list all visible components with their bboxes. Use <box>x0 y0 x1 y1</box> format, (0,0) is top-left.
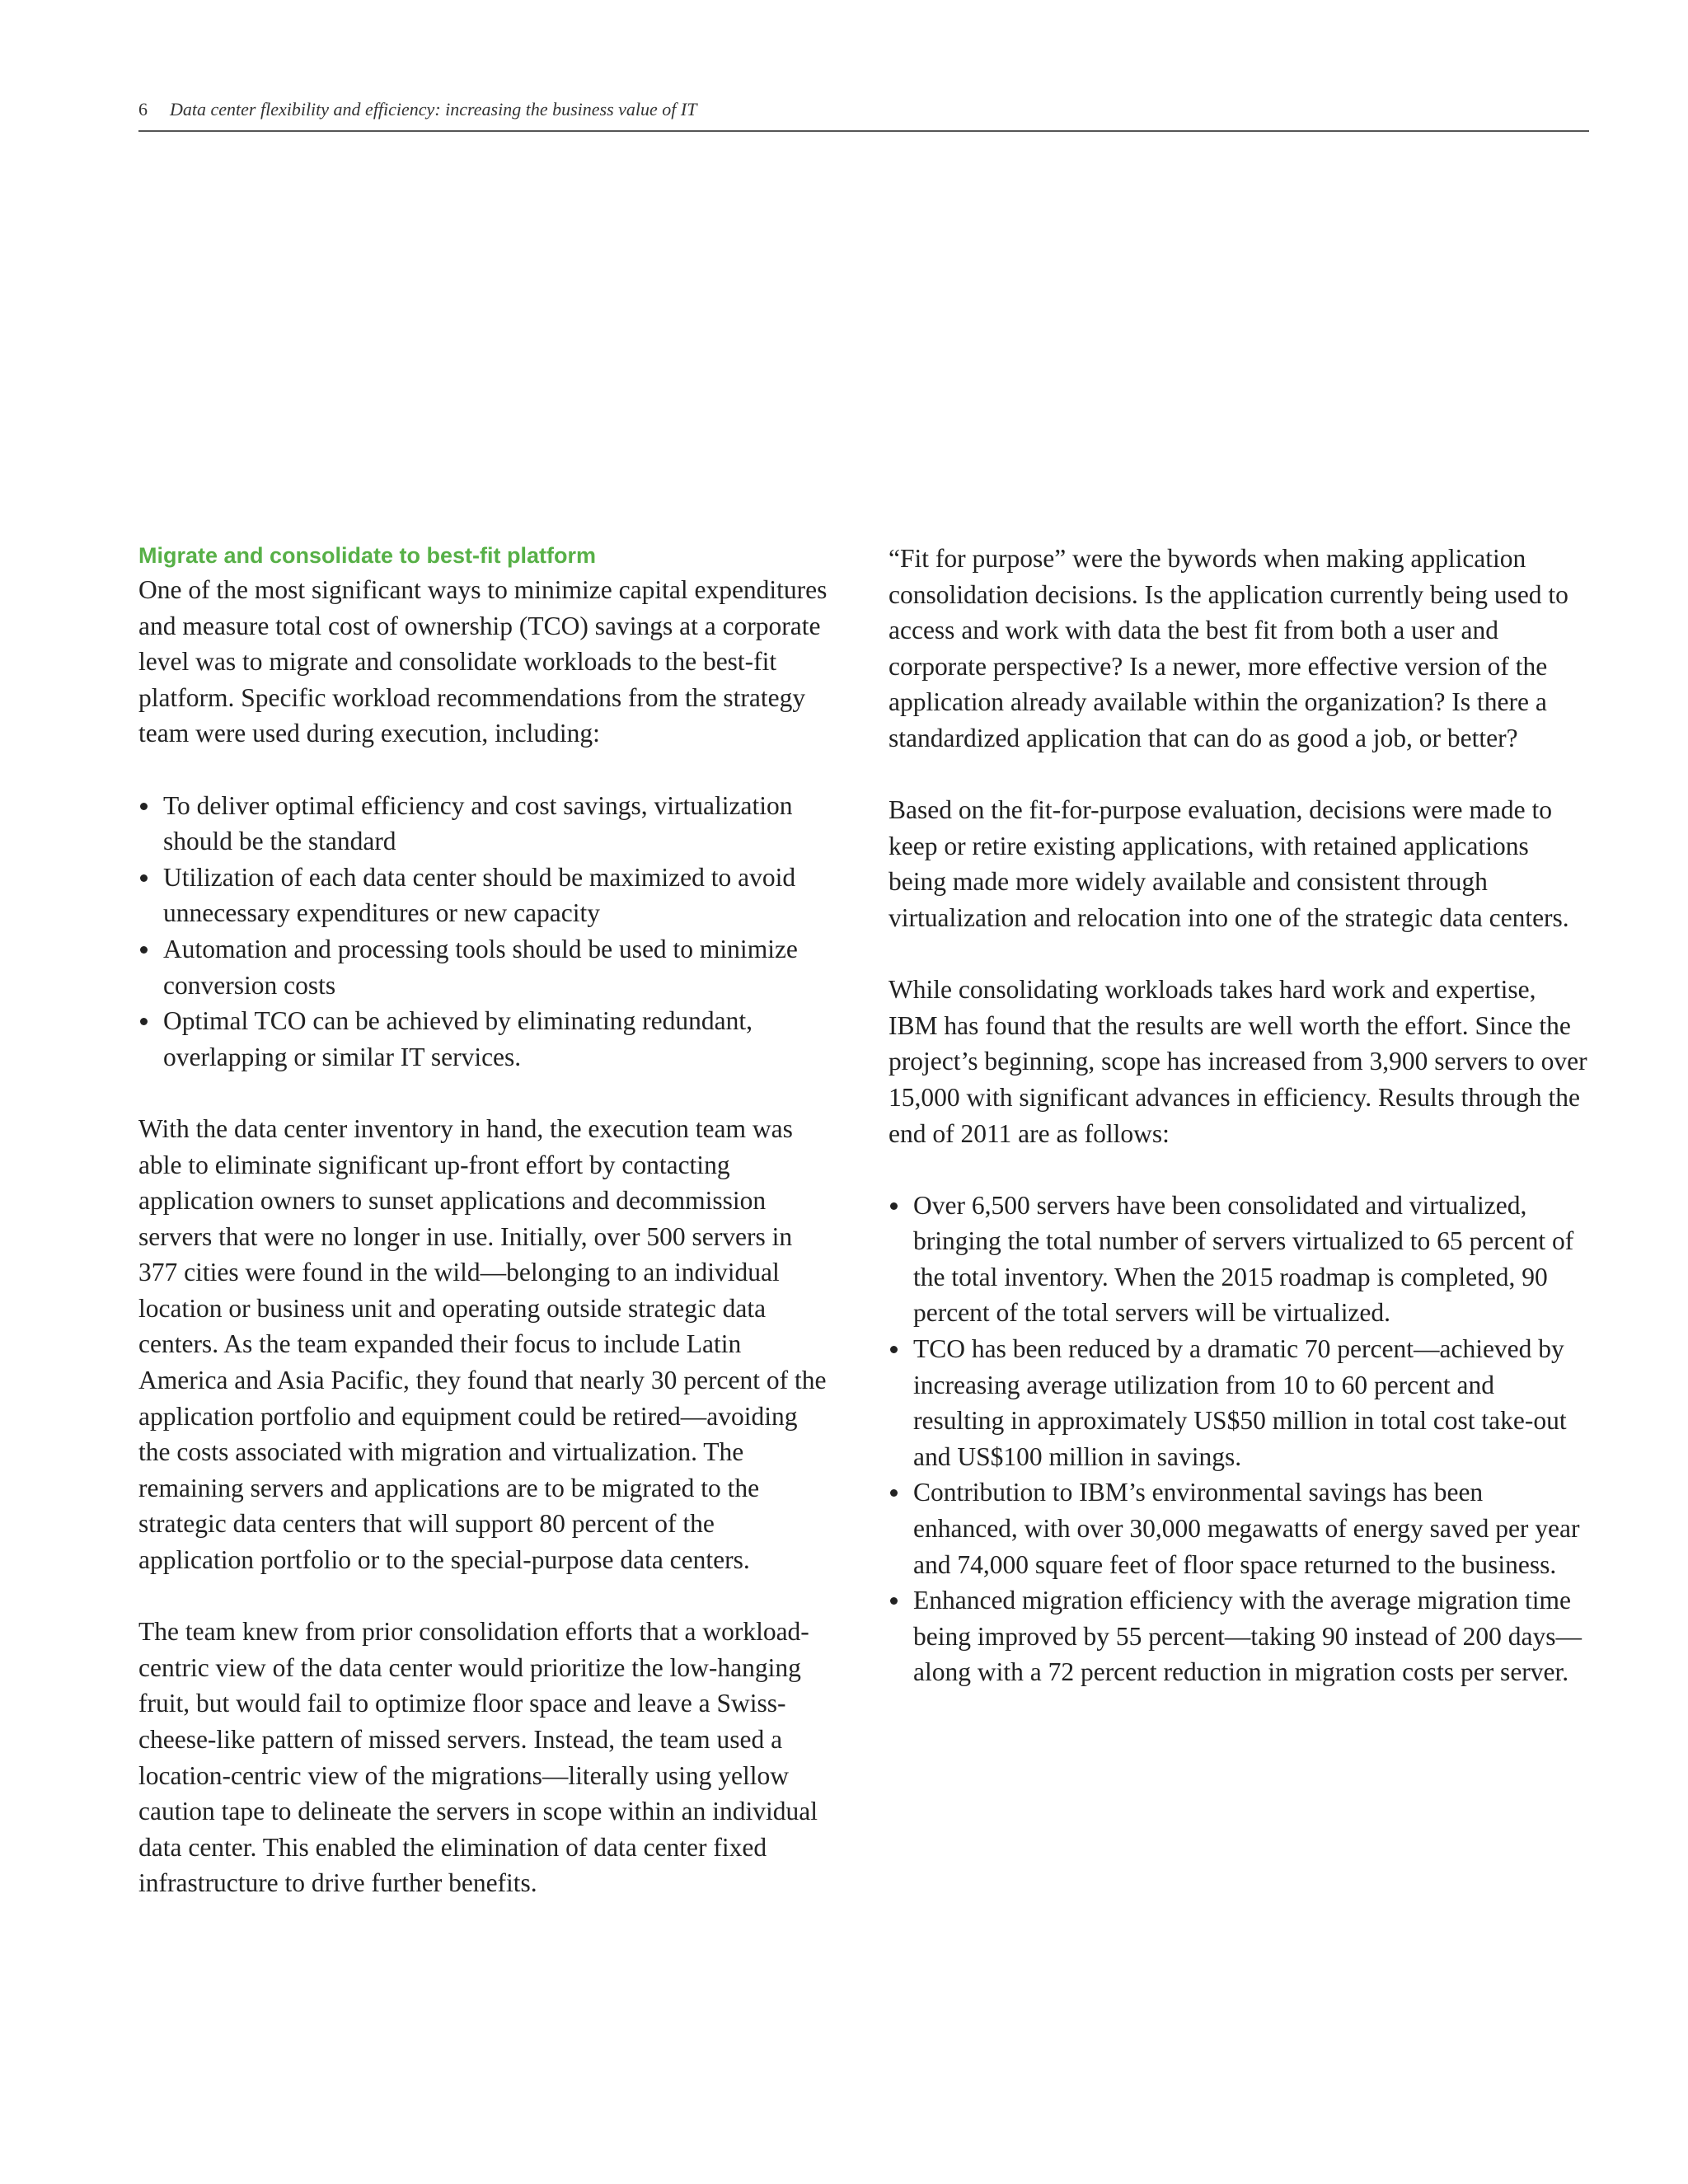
recommendation-list <box>138 788 835 1076</box>
fit-for-purpose-paragraph: “Fit for purpose” were the bywords when making application consolidation decisions. Is the application currently being used to access and work with data the best fit from both a user and corporate perspective? Is a newer, more effective version of the application already available within the organization? Is there a standardized application that can do as good a job, or better? <box>889 544 1568 752</box>
list-item: Enhanced migration efficiency with the average migration time being improved by 55 percent—taking 90 instead of 200 days—along with a 72 percent reduction in migration costs per server. <box>889 1582 1589 1690</box>
list-item: To deliver optimal efficiency and cost savings, virtualization should be the standard <box>138 788 835 860</box>
page-header <box>138 92 1589 132</box>
location-centric-paragraph: The team knew from prior consolidation efforts that a workload-centric view of the data center would prioritize the low-hanging fruit, but would fail to optimize floor space and leave a Swiss-cheese-like pattern of missed servers. Instead, the team used a location-centric view of the migrations—literally using yellow caution tape to delineate the servers in scope within an individual data center. This enabled the elimination of data center fixed infrastructure to drive further benefits. <box>138 1617 818 1898</box>
results-list <box>889 1188 1589 1690</box>
list-item: Optimal TCO can be achieved by eliminating redundant, overlapping or similar IT services. <box>138 1003 835 1075</box>
list-item: Utilization of each data center should be maximized to avoid unnecessary expenditures or new capacity <box>138 860 835 931</box>
section-heading: Migrate and consolidate to best-fit platform <box>138 543 597 568</box>
list-item: TCO has been reduced by a dramatic 70 percent—achieved by increasing average utilization from 10 to 60 percent and resulting in approximately US$50 million in total cost take-out and US$100 million in savings. <box>889 1331 1589 1474</box>
page-number: 6 <box>138 99 148 120</box>
list-item: Automation and processing tools should be used to minimize conversion costs <box>138 931 835 1003</box>
right-column <box>889 541 1589 1727</box>
left-column <box>138 541 835 1938</box>
evaluation-paragraph: Based on the fit-for-purpose evaluation, decisions were made to keep or retire existing applications, with retained applications being made more widely available and consistent through virtualization and relocation into one of the strategic data centers. <box>889 795 1569 932</box>
list-item: Contribution to IBM’s environmental savings has been enhanced, with over 30,000 megawatts of energy saved per year and 74,000 square feet of floor space returned to the business. <box>889 1474 1589 1582</box>
inventory-paragraph: With the data center inventory in hand, the execution team was able to eliminate significant up-front effort by contacting application owners to sunset applications and decommission servers that were no longer in use. Initially, over 500 servers in 377 cities were found in the wild—belonging to an individual location or business unit and operating outside strategic data centers. As the team expanded their focus to include Latin America and Asia Pacific, they found that nearly 30 percent of the application portfolio and equipment could be retired—avoiding the costs associated with migration and virtualization. The remaining servers and applications are to be migrated to the strategic data centers that will support 80 percent of the application portfolio or to the special-purpose data centers. <box>138 1113 827 1575</box>
running-title: Data center flexibility and efficiency: increasing the business value of IT <box>170 99 697 120</box>
results-intro-paragraph: While consolidating workloads takes hard work and expertise, IBM has found that the results are well worth the effort. Since the project’s beginning, scope has increased from 3,900 servers to over 15,000 with significant advances in efficiency. Results through the end of 2011 are as follows: <box>889 975 1587 1148</box>
intro-paragraph: One of the most significant ways to minimize capital expenditures and measure total cost of ownership (TCO) savings at a corporate level was to migrate and consolidate workloads to the best-fit platform. Specific workload recommendations from the strategy team were used during execution, including: <box>138 575 828 748</box>
list-item: Over 6,500 servers have been consolidated and virtualized, bringing the total number of servers virtualized to 65 percent of the total inventory. When the 2015 roadmap is completed, 90 percent of the total servers will be virtualized. <box>889 1188 1589 1331</box>
